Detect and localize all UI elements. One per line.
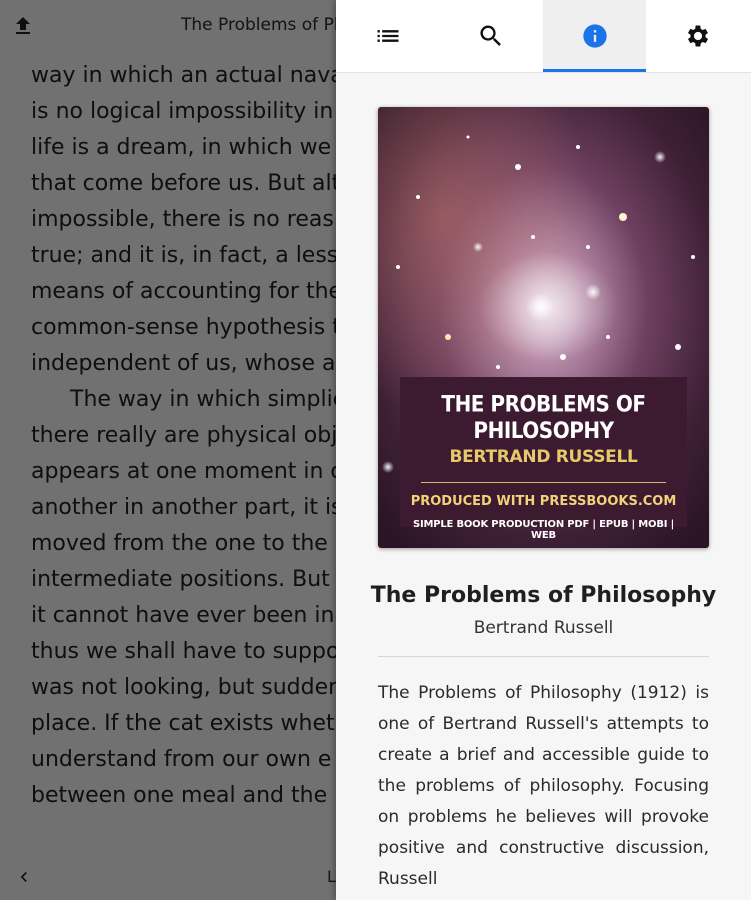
tab-contents[interactable] — [336, 0, 439, 72]
info-icon — [581, 22, 609, 50]
tab-info[interactable] — [543, 0, 646, 72]
book-author: Bertrand Russell — [473, 618, 614, 638]
book-cover — [378, 107, 709, 548]
book-title: The Problems of Philosophy — [370, 583, 717, 608]
cover-author: BERTRAND RUSSELL — [449, 447, 638, 467]
cover-title: THE PROBLEMS OF PHILOSOPHY — [441, 390, 646, 444]
sidebar-panel — [336, 0, 751, 900]
cover-produced-by: PRODUCED WITH PRESSBOOKS.COM — [410, 494, 677, 509]
search-icon — [477, 22, 505, 50]
active-tab-indicator — [543, 69, 646, 72]
cover-formats: SIMPLE BOOK PRODUCTION PDF | EPUB | MOBI | WEB — [412, 519, 675, 541]
book-description: The Problems of Philosophy (1912) is one of Bertrand Russell's attempts to create a brief and accessible guide to the problems of philosophy. Focusing on problems he believes will provoke positive and constructive discussion, Russell — [378, 683, 709, 889]
cover-label — [400, 377, 687, 541]
info-divider — [378, 656, 709, 657]
tab-search[interactable] — [439, 0, 542, 72]
cover-divider — [421, 482, 666, 483]
tab-settings[interactable] — [646, 0, 749, 72]
list-icon — [374, 22, 402, 50]
sidebar-tabs — [336, 0, 751, 73]
gear-icon — [684, 22, 712, 50]
